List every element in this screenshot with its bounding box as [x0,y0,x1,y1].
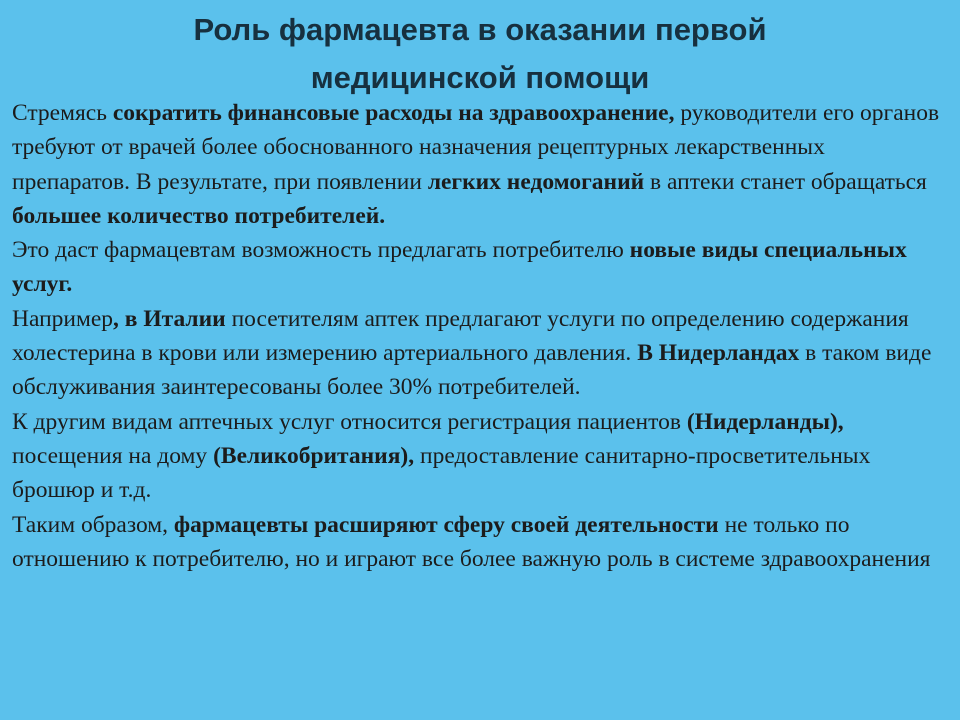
text-segment: посетителям аптек предлагают услуги по определению содержания холестерина в крови или измерению артериального давления. [12,305,909,367]
text-segment: посещения на дому [12,442,214,469]
text-segment-bold: (Нидерланды), [686,408,844,435]
text-segment-bold: сократить финансовые расходы на здравоохранение, [112,100,675,126]
text-segment-bold: легких недомоганий [427,168,645,195]
text-segment: К другим видам аптечных услуг относится регистрация пациентов [12,408,687,435]
text-segment-bold: фармацевты расширяют сферу своей деятельности [173,511,719,538]
text-segment: Таким образом, [12,511,174,538]
text-segment-bold: В Нидерландах [637,340,800,367]
text-segment: не только по отношению к потребителю, но и играют все более важную роль в системе здравоохранения [12,511,931,572]
paragraph-3 [12,302,948,405]
text-segment: Например [12,305,114,332]
slide-title-line-1: Роль фармацевта в оказании первой [193,12,767,47]
text-segment: предоставление санитарно-просветительных брошюр и т.д. [12,442,871,504]
paragraph-4 [12,405,948,508]
text-segment-bold: , в Италии [113,305,226,332]
slide-title [40,6,920,102]
text-segment-bold: (Великобритания), [213,442,415,469]
text-segment: руководители его органов требуют от врачей более обоснованного назначения рецептурных лекарственных препаратов. В результате, при появлении [12,100,940,195]
text-segment-bold: большее количество потребителей. [12,202,386,229]
slide-title-line-2: медицинской помощи [310,60,650,95]
text-segment: в таком виде обслуживания заинтересованы более 30% потребителей. [12,340,932,401]
paragraph-5 [12,508,948,577]
paragraph-1 [12,96,948,233]
paragraph-2 [12,233,948,302]
text-segment: Стремясь [12,100,113,126]
text-segment: Это даст фармацевтам возможность предлагать потребителю [12,237,630,264]
text-segment-bold: новые виды специальных услуг. [12,237,907,298]
slide-body [12,96,948,576]
text-segment: в аптеки станет обращаться [644,168,927,195]
